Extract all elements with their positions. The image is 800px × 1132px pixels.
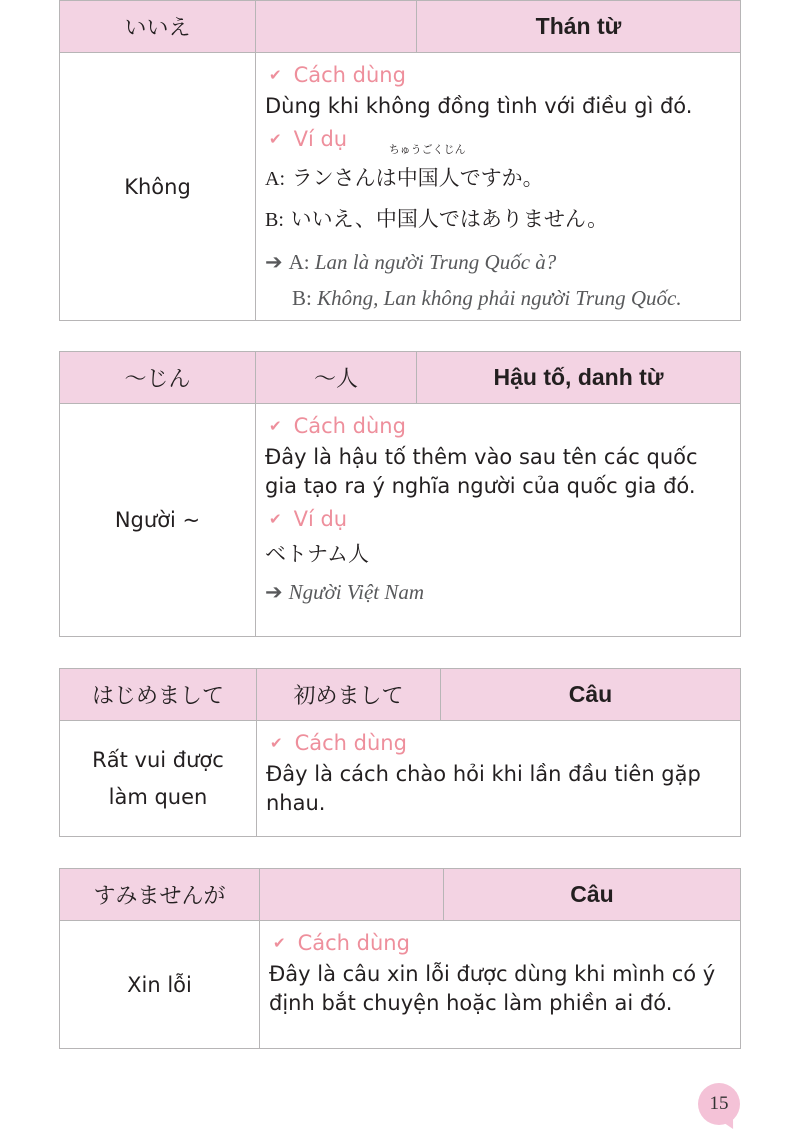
- example-label: Ví dụ: [293, 507, 348, 531]
- translation-text: Người Việt Nam: [288, 580, 425, 604]
- vocab-entry-hajimemashite: [59, 668, 741, 837]
- arrow-right-icon: ➔: [265, 250, 283, 274]
- page-number: 15: [698, 1083, 740, 1125]
- usage-label: Cách dùng: [293, 414, 406, 438]
- entry-header: [60, 669, 740, 721]
- translation-line-b: [265, 280, 732, 316]
- translation-b-text: Không, Lan không phải người Trung Quốc.: [317, 286, 682, 310]
- example-line-a: [265, 143, 732, 199]
- example-a-suffix: ですか。: [459, 166, 544, 190]
- check-icon: ✔: [269, 130, 282, 148]
- speaker-b-label: B:: [265, 209, 284, 231]
- entry-header: [60, 352, 740, 404]
- kanji-cell: ～人: [256, 352, 417, 403]
- kanji-cell: [260, 869, 444, 920]
- usage-label: Cách dùng: [294, 731, 407, 755]
- hiragana-cell: はじめまして: [60, 669, 257, 720]
- usage-label: Cách dùng: [297, 931, 410, 955]
- explanation-cell: [260, 921, 740, 1049]
- check-icon: ✔: [273, 934, 286, 952]
- entry-body: [60, 404, 740, 637]
- usage-text: Đây là câu xin lỗi được dùng khi mình có ý định bắt chuyện hoặc làm phiền ai đó.: [269, 962, 716, 1015]
- translation-a-label: A:: [288, 250, 310, 274]
- furigana-reading: ちゅうごくじん: [388, 143, 466, 156]
- usage-text: Đây là hậu tố thêm vào sau tên các quốc gia tạo ra ý nghĩa người của quốc gia đó.: [265, 445, 698, 498]
- example-line: ベトナム人: [265, 542, 369, 566]
- usage-heading: [269, 928, 732, 958]
- entry-header: [60, 869, 740, 921]
- usage-text: Dùng khi không đồng tình với điều gì đó.: [265, 94, 693, 118]
- usage-label: Cách dùng: [293, 63, 406, 87]
- check-icon: ✔: [269, 510, 282, 528]
- meaning-cell: Không: [60, 53, 256, 321]
- hiragana-cell: すみませんが: [60, 869, 260, 920]
- furigana-word: [388, 143, 466, 198]
- speaker-a-label: A:: [265, 168, 285, 190]
- example-line-b: [265, 199, 732, 240]
- meaning-cell: Rất vui được làm quen: [60, 721, 257, 837]
- explanation-cell: [256, 404, 740, 637]
- entry-body: [60, 721, 740, 837]
- hiragana-cell: ～じん: [60, 352, 256, 403]
- example-b-text: いいえ、中国人ではありません。: [290, 207, 609, 231]
- word-type-cell: Thán từ: [535, 13, 622, 39]
- meaning-cell: Người ~: [60, 404, 256, 637]
- vocab-entry-sumimasenga: [59, 868, 741, 1049]
- example-heading: [265, 504, 732, 534]
- vocab-entry-jin: [59, 351, 741, 637]
- translation-line: [265, 574, 732, 610]
- furigana-base: 中国人: [396, 166, 460, 190]
- arrow-right-icon: ➔: [265, 580, 283, 604]
- vocab-entry-iie: [59, 0, 741, 321]
- kanji-cell: 初めまして: [257, 669, 441, 720]
- kanji-cell: [256, 1, 417, 52]
- entry-body: [60, 53, 740, 321]
- check-icon: ✔: [270, 734, 283, 752]
- example-a-prefix: ランさんは: [291, 166, 397, 190]
- translation-b-label: B:: [292, 286, 312, 310]
- usage-text: Đây là cách chào hỏi khi lần đầu tiên gặp nhau.: [266, 762, 701, 815]
- usage-heading: [265, 60, 732, 90]
- usage-heading: [265, 411, 732, 441]
- word-type-cell: Câu: [570, 881, 614, 907]
- meaning-cell: Xin lỗi: [60, 921, 260, 1049]
- explanation-cell: [256, 53, 740, 321]
- usage-heading: [266, 728, 732, 758]
- check-icon: ✔: [269, 417, 282, 435]
- explanation-cell: [257, 721, 740, 837]
- hiragana-cell: いいえ: [60, 1, 256, 52]
- check-icon: ✔: [269, 66, 282, 84]
- word-type-cell: Hậu tố, danh từ: [493, 364, 664, 390]
- translation-a-text: Lan là người Trung Quốc à?: [314, 250, 557, 274]
- example-heading: [265, 124, 732, 154]
- translation-line-a: [265, 244, 732, 280]
- entry-header: [60, 1, 740, 53]
- example-label: Ví dụ: [293, 127, 348, 151]
- entry-body: [60, 921, 740, 1049]
- word-type-cell: Câu: [568, 681, 613, 707]
